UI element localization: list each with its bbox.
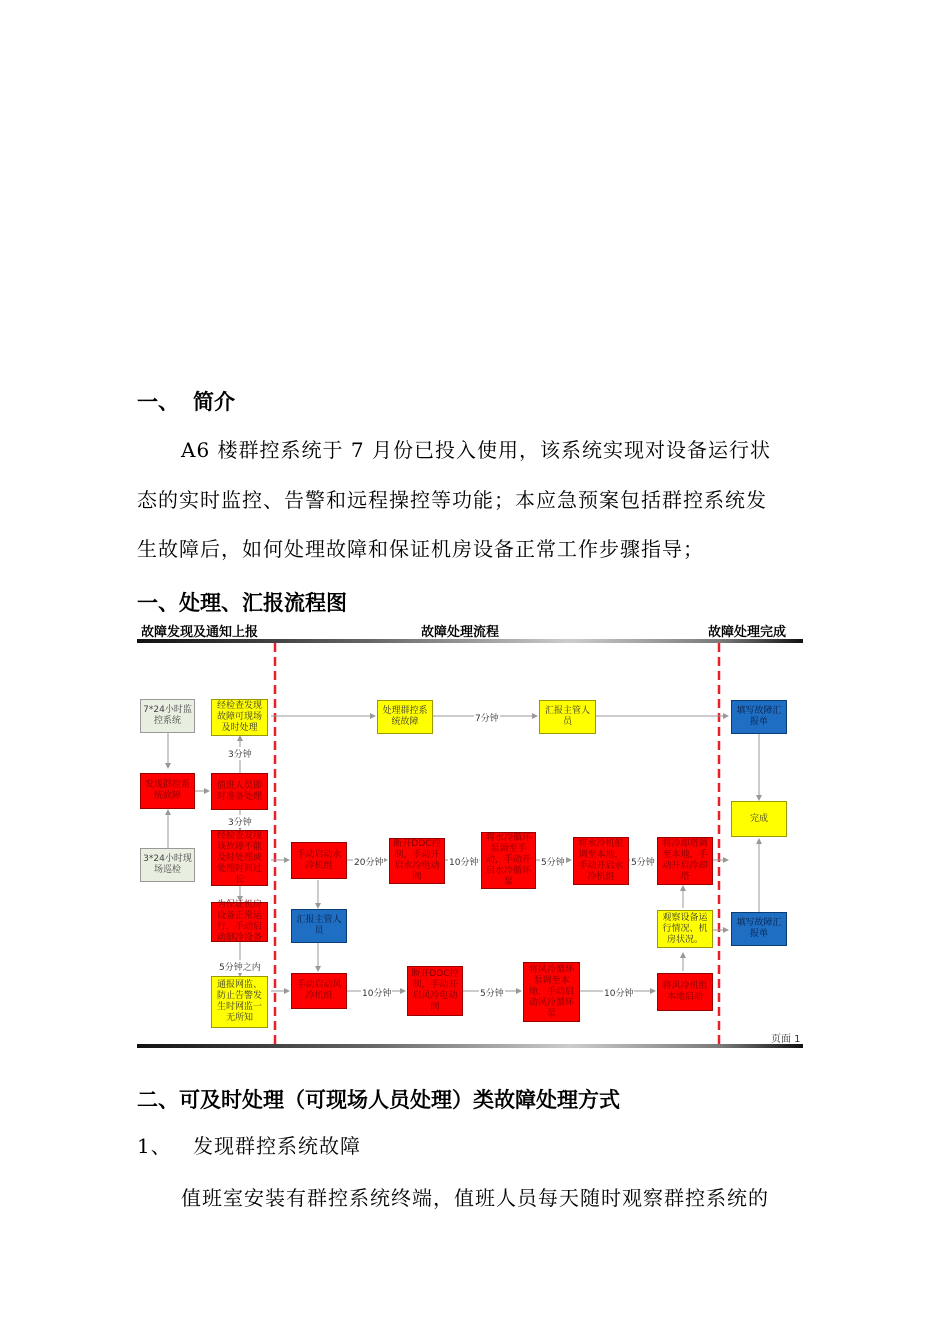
time-label-5min-within: 5分钟之内: [218, 960, 262, 973]
footer-bar: [137, 1044, 803, 1048]
time-label-5min-a: 5分钟: [540, 855, 566, 868]
box-manual-air: 手动启动风冷机组: [291, 973, 347, 1009]
box-report-manager-mid: 汇报主管人员: [291, 909, 347, 943]
box-ensure-equipment: 为保证机房设备正常运行，手动启动制冷设备: [211, 902, 268, 942]
section-title-intro: 简介: [193, 390, 235, 414]
page-label: 页面 1: [771, 1034, 801, 1045]
time-label-3min-a: 3分钟: [227, 747, 253, 760]
box-ddc-water: 断开DDC控制，手动开启水冷电动阀: [389, 838, 445, 884]
intro-line-2: 态的实时监控、告警和远程操控等功能；本应急预案包括群控系统发: [137, 488, 767, 512]
box-report-manager-top: 汇报主管人员: [539, 700, 596, 734]
box-found-fault: 发现群控系统故障: [140, 773, 195, 809]
section-title-handling: 二、可及时处理（可现场人员处理）类故障处理方式: [137, 1088, 620, 1112]
time-label-5min-c: 5分钟: [479, 986, 505, 999]
box-duty-ready: 值班人员即时准备处理: [211, 773, 268, 810]
section-number-1: 一、: [137, 390, 179, 414]
box-check-onsite: 经检查发现故障可现场及时处理: [211, 699, 268, 736]
section-title-flowchart: 一、处理、汇报流程图: [137, 591, 347, 615]
header-complete: 故障处理完成: [708, 625, 787, 640]
box-done: 完成: [731, 801, 787, 837]
header-processing: 故障处理流程: [421, 625, 500, 640]
box-fill-report-bottom: 填写故障汇报单: [731, 912, 787, 946]
box-fill-report-top: 填写故障汇报单: [731, 700, 787, 734]
time-label-10min-a: 10分钟: [448, 855, 479, 868]
box-water-unit: 将水冷机组调至本地，手动开启水冷机组: [573, 837, 629, 885]
box-water-pump: 将水冷循环泵调至手动，手动开启水冷循环泵: [481, 832, 536, 889]
box-ddc-air: 断开DDC控制，手动开启风冷电动阀: [407, 966, 463, 1016]
box-handle-system: 处理群控系统故障: [377, 700, 433, 734]
box-3x24-inspection: 3*24小时现场巡检: [140, 848, 195, 882]
box-7x24-monitor: 7*24小时监控系统: [140, 699, 195, 733]
time-label-3min-b: 3分钟: [227, 815, 253, 828]
time-label-7min: 7分钟: [474, 711, 500, 724]
time-label-20min: 20分钟: [353, 855, 384, 868]
intro-line-3: 生故障后，如何处理故障和保证机房设备正常工作步骤指导；: [137, 537, 704, 561]
intro-line-1: A6 楼群控系统于 7 月份已投入使用，该系统实现对设备运行状: [181, 438, 771, 462]
flowchart: [137, 618, 803, 1052]
box-notify-monitor: 通报网监、防止告警发生时网监一无所知: [211, 976, 268, 1028]
box-air-pump: 将风冷循环泵调至本地，手动启动风冷循环泵: [523, 962, 580, 1022]
header-discovery: 故障发现及通知上报: [141, 625, 259, 640]
box-air-unit: 将风冷机组本地启动: [657, 973, 713, 1011]
time-label-5min-b: 5分钟: [630, 855, 656, 868]
box-cooling-tower: 将冷却塔调至本地，手动开启冷却塔: [657, 837, 713, 885]
item-1-title: 发现群控系统故障: [193, 1134, 361, 1158]
box-manual-water: 手动启动水冷机组: [291, 842, 347, 879]
box-observe: 观察设备运行情况、机房状况。: [657, 910, 713, 948]
item-1-number: 1、: [137, 1134, 172, 1158]
paragraph-duty-room: 值班室安装有群控系统终端，值班人员每天随时观察群控系统的: [181, 1186, 769, 1210]
time-label-10min-b: 10分钟: [361, 986, 392, 999]
box-cannot-handle: 经检查发现该故障不能及时处理或处理时间过长: [211, 830, 268, 886]
time-label-10min-c: 10分钟: [603, 986, 634, 999]
